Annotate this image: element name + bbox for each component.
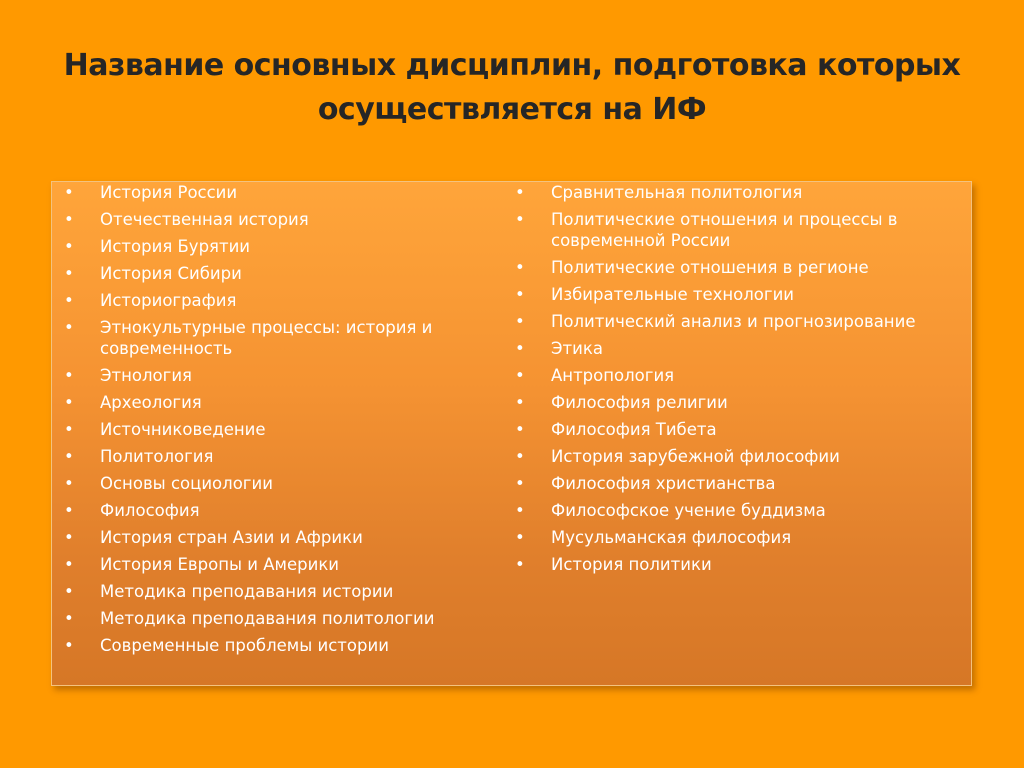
bullet-icon	[515, 182, 535, 203]
discipline-label: Политология	[100, 447, 214, 466]
bullet-icon	[515, 257, 535, 278]
discipline-label: Философия	[100, 501, 200, 520]
disciplines-box	[51, 181, 972, 686]
discipline-item	[64, 365, 504, 386]
discipline-item	[64, 419, 504, 440]
discipline-label: История Европы и Америки	[100, 555, 340, 574]
right-column-list	[515, 182, 965, 581]
discipline-label: Философское учение буддизма	[551, 501, 826, 520]
discipline-label: Политические отношения в регионе	[551, 258, 869, 277]
bullet-icon	[515, 209, 535, 230]
bullet-icon	[64, 365, 84, 386]
bullet-icon	[64, 290, 84, 311]
discipline-label: Политические отношения и процессы в современной России	[551, 210, 898, 250]
discipline-item	[515, 500, 965, 521]
bullet-icon	[64, 446, 84, 467]
discipline-label: Археология	[100, 393, 202, 412]
discipline-label: История политики	[551, 555, 712, 574]
discipline-label: Этнокультурные процессы: история и современность	[100, 318, 433, 358]
discipline-item	[515, 365, 965, 386]
left-column-list	[64, 182, 504, 662]
bullet-icon	[64, 392, 84, 413]
discipline-item	[64, 446, 504, 467]
discipline-item	[515, 527, 965, 548]
bullet-icon	[515, 473, 535, 494]
discipline-item	[64, 554, 504, 575]
discipline-label: Сравнительная политология	[551, 183, 803, 202]
discipline-item	[515, 446, 965, 467]
discipline-item	[515, 473, 965, 494]
discipline-item	[64, 392, 504, 413]
bullet-icon	[515, 392, 535, 413]
discipline-item	[515, 554, 965, 575]
discipline-item	[64, 182, 504, 203]
discipline-item	[64, 500, 504, 521]
discipline-label: Политический анализ и прогнозирование	[551, 312, 916, 331]
bullet-icon	[515, 365, 535, 386]
discipline-label: История зарубежной философии	[551, 447, 840, 466]
discipline-label: Этнология	[100, 366, 192, 385]
discipline-item	[64, 527, 504, 548]
discipline-item	[64, 635, 504, 656]
discipline-label: Источниковедение	[100, 420, 266, 439]
bullet-icon	[64, 236, 84, 257]
discipline-label: История Бурятии	[100, 237, 251, 256]
discipline-item	[64, 473, 504, 494]
bullet-icon	[515, 527, 535, 548]
discipline-item	[515, 419, 965, 440]
discipline-label: Мусульманская философия	[551, 528, 792, 547]
discipline-label: Современные проблемы истории	[100, 636, 389, 655]
bullet-icon	[64, 209, 84, 230]
discipline-label: Избирательные технологии	[551, 285, 795, 304]
bullet-icon	[515, 338, 535, 359]
discipline-item	[64, 236, 504, 257]
bullet-icon	[64, 263, 84, 284]
bullet-icon	[64, 554, 84, 575]
discipline-item	[64, 581, 504, 602]
discipline-item	[64, 263, 504, 284]
discipline-item	[64, 209, 504, 230]
bullet-icon	[515, 554, 535, 575]
discipline-label: Методика преподавания политологии	[100, 609, 435, 628]
slide-title: Название основных дисциплин, подготовка которых осуществляется на ИФ	[63, 48, 961, 127]
bullet-icon	[64, 581, 84, 602]
bullet-icon	[64, 500, 84, 521]
discipline-label: Этика	[551, 339, 603, 358]
discipline-label: Философия христианства	[551, 474, 776, 493]
discipline-label: Философия религии	[551, 393, 728, 412]
discipline-item	[515, 257, 965, 278]
discipline-label: Историография	[100, 291, 237, 310]
bullet-icon	[64, 608, 84, 629]
discipline-item	[64, 290, 504, 311]
discipline-label: Антропология	[551, 366, 675, 385]
bullet-icon	[515, 419, 535, 440]
discipline-label: История России	[100, 183, 238, 202]
bullet-icon	[64, 473, 84, 494]
bullet-icon	[515, 500, 535, 521]
bullet-icon	[64, 419, 84, 440]
bullet-icon	[515, 311, 535, 332]
bullet-icon	[64, 527, 84, 548]
discipline-item	[64, 608, 504, 629]
discipline-item	[64, 317, 504, 359]
discipline-item	[515, 338, 965, 359]
bullet-icon	[64, 635, 84, 656]
discipline-label: Отечественная история	[100, 210, 309, 229]
discipline-label: История Сибири	[100, 264, 242, 283]
bullet-icon	[64, 317, 84, 338]
discipline-item	[515, 392, 965, 413]
discipline-item	[515, 311, 965, 332]
discipline-label: История стран Азии и Африки	[100, 528, 363, 547]
bullet-icon	[64, 182, 84, 203]
bullet-icon	[515, 284, 535, 305]
discipline-label: Философия Тибета	[551, 420, 717, 439]
discipline-label: Методика преподавания истории	[100, 582, 394, 601]
discipline-item	[515, 284, 965, 305]
discipline-item	[515, 182, 965, 203]
discipline-label: Основы социологии	[100, 474, 273, 493]
bullet-icon	[515, 446, 535, 467]
discipline-item	[515, 209, 965, 251]
